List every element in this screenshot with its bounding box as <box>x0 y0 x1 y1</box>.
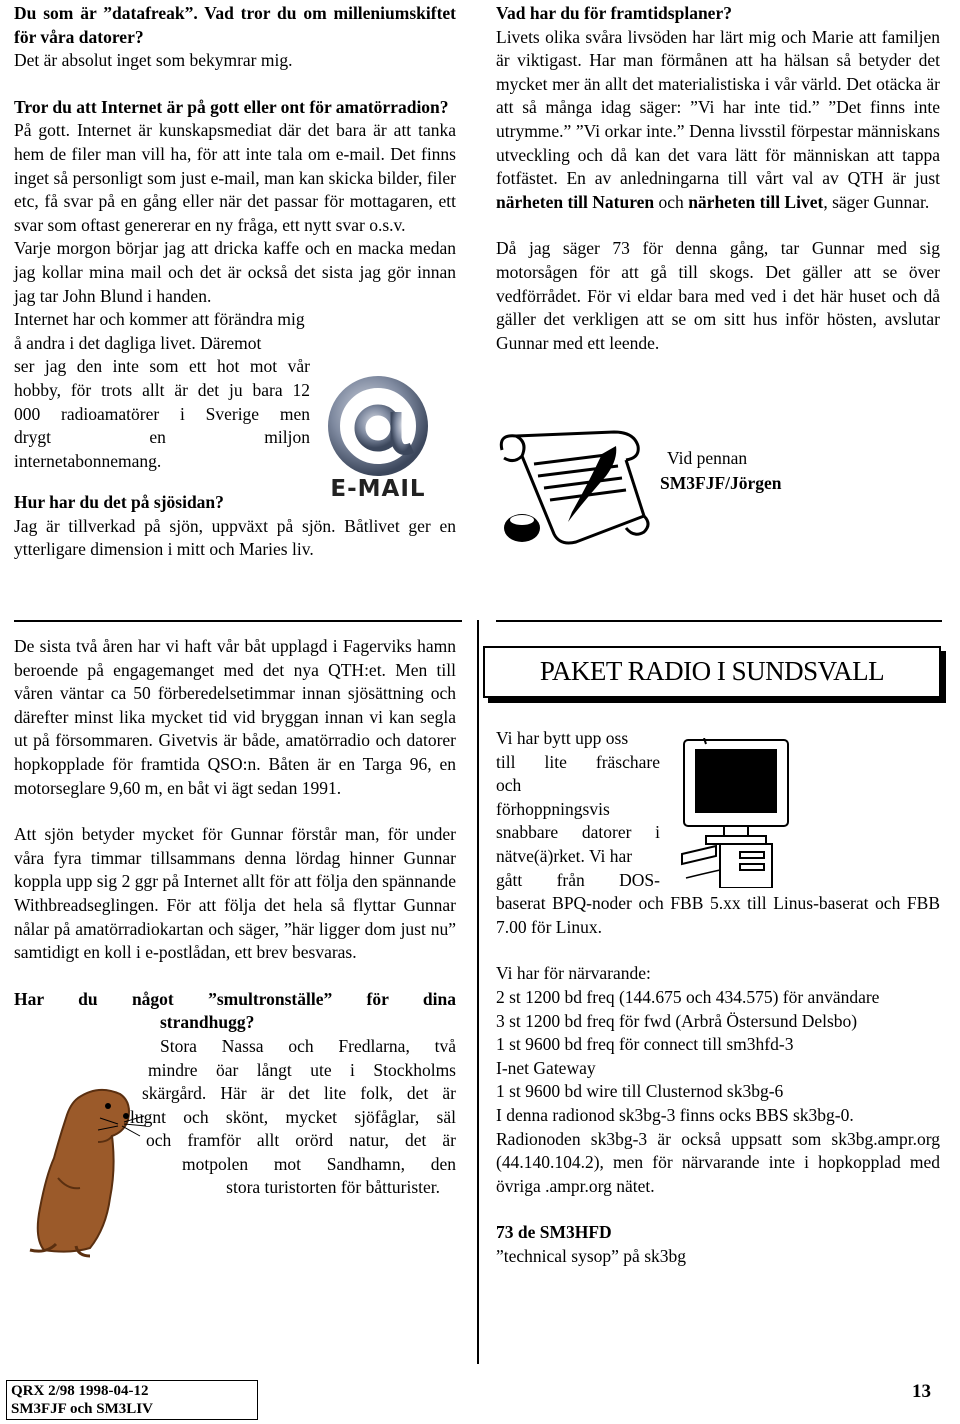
answer-sea: Jag är tillverkad på sjön, uppväxt på sjön. Båtlivet ger en ytterligare dimension i mitt och Maries liv. <box>14 515 456 560</box>
answer-internet: På gott. Internet är kunskapsmediat där det bara är att tanka hem de filer man vill ha, för att inte tala om e-mail. Det finns inget så personligt som just e-mail, man kan skicka bilder, filer etc, få svar på en gång eller när det passar för mottagaren, ett svar som oftast genererar en ny fråga, ett nytt svar o.s.v. <box>14 120 456 235</box>
paket-signature: 73 de SM3HFD <box>496 1222 612 1243</box>
answer-closing: Då jag säger 73 för denna gång, tar Gunnar med sig motorsågen för att gå till skogs. Det gäller att se över vedförrådet. För vi eldar bara med ved i det här huset och då gäller det verkligen att se om sitt hus inför hösten, avslutar Gunnar med ett leende. <box>496 238 940 353</box>
paket-item: I denna radionod sk3bg-3 finns ocks BBS sk3bg-0. <box>496 1104 854 1125</box>
signature-line2: SM3FJF/Jörgen <box>660 473 782 493</box>
paket-intro-rest: baserat BPQ-noder och FBB 5.xx till Linus-baserat och FBB 7.00 för Linux. <box>496 893 940 937</box>
scroll-quill-icon <box>494 424 656 552</box>
computer-icon <box>676 738 806 888</box>
footer-authors: SM3FJF och SM3LIV <box>11 1401 153 1417</box>
answer-favourite: Stora Nassa och Fredlarna, två mindre öar långt ute i Stockholms skärgård. Här är det lite folk, det är lugnt och skönt, mycket sjöfåglar, säl och framför allt orörd natur, det är motpolen mot Sandhamn, den stora turistorten för båtturister. <box>130 1035 456 1198</box>
seal-illustration-icon <box>20 1078 150 1258</box>
column-divider <box>477 620 479 1364</box>
paket-item: I-net Gateway <box>496 1057 596 1078</box>
answer-millenium: Det är absolut inget som bekymrar mig. <box>14 50 293 71</box>
answer-change-wrap: å andra i det dagliga livet. Däremot ser jag den inte som ett hot mot vår hobby, för trots allt är det ju bara 12 000 radioamatörer i Sverige men drygt en miljon internetabonnemang. <box>14 332 310 471</box>
footer-issue: QRX 2/98 1998-04-12 <box>11 1383 149 1399</box>
paket-item: Radionoden sk3bg-3 är också uppsatt som sk3bg.ampr.org (44.140.104.2), men för närvarande inte i hopkopplad med övriga .ampr.org nätet. <box>496 1128 940 1196</box>
question-sea: Hur har du det på sjösidan? <box>14 492 224 513</box>
page-number: 13 <box>912 1381 931 1402</box>
question-future: Vad har du för framtidsplaner? <box>496 3 732 23</box>
paket-item: 2 st 1200 bd freq (144.675 och 434.575) för användare <box>496 986 880 1007</box>
question-millenium: Du som är ”datafreak”. Vad tror du om milleniumskiftet för våra datorer? <box>14 3 456 47</box>
internet-paragraph: Att sjön betyder mycket för Gunnar förstår man, för under våra fyra timmar tillsammans denna lördag hinner Gunnar koppla upp sig 2 ggr på Internet allt för att följa den spännande Withbreadseglingen. För att följa det hela så flyttar Gunnar nålar på amatörradiokartan och säger, ”här ligger dom just nu” samtidigt en koll i e-postlådan, ett brev besvaras. <box>14 824 456 963</box>
question-favourite-line1: Har du något ”smultronställe” för dina <box>14 988 456 1009</box>
answer-future: Livets olika svåra livsöden har lärt mig och Marie att familjen är viktigast. Har man förmånen att ha hälsan så betyder det mycket mer än allt det materialistiska i vår värld. Det otäcka är att så många idag säger: ”Vi har inte tid.” ”Det finns inte utrymme.” ”Vi orkar inte.” Denna livsstil förpestar människans utveckling och då kan det vara lätt för människan att tappa fotfästet. En av anledningarna till vårt val av QTH är just närheten till Naturen och närheten till Livet, säger Gunnar. <box>496 26 940 212</box>
paket-item: 3 st 1200 bd freq för fwd (Arbrå Östersund Delsbo) <box>496 1010 858 1031</box>
email-logo-text: E-MAIL <box>330 476 426 500</box>
left-divider <box>14 620 462 622</box>
footer-box <box>6 1380 258 1420</box>
right-divider <box>496 620 942 622</box>
answer-morning: Varje morgon börjar jag att dricka kaffe och en macka medan jag kollar mina mail och det är också det sista jag gör innan jag tar John Blund i handen. <box>14 238 456 306</box>
question-favourite-line2: strandhugg? <box>160 1012 255 1033</box>
paket-radio-title: PAKET RADIO I SUNDSVALL <box>483 646 941 698</box>
email-logo-icon <box>318 374 440 500</box>
paket-item: 1 st 9600 bd wire till Clusternod sk3bg-6 <box>496 1081 784 1102</box>
answer-change-line1: Internet har och kommer att förändra mig <box>14 309 305 330</box>
paket-item: 1 st 9600 bd freq för connect till sm3hfd-3 <box>496 1034 794 1055</box>
paket-signature-role: ”technical sysop” på sk3bg <box>496 1245 687 1266</box>
paket-intro-wrap: Vi har bytt upp oss till lite fräschare och förhoppningsvis snabbare datorer i nätve(ä)rket. Vi har gått från DOS- <box>496 728 660 890</box>
signature-line1: Vid pennan <box>667 448 748 468</box>
question-internet: Tror du att Internet är på gott eller ont för amatörradion? <box>14 96 449 117</box>
boat-paragraph: De sista två åren har vi haft vår båt upplagd i Fagerviks hamn beroende på engagemanget med det nya QTH:et. Men till våren väntar ca 50 förberedelsetimmar innan sjösättning och därefter minst lika mycket tid vid bryggan innan vi kan segla ut på försommaren. Givetvis är både, amatörradio och datorer hopkopplade för framtida QSO:n. Båten är en Targa 96, en motorseglare 9,60 m, en båt vi ägt sedan 1991. <box>14 636 456 798</box>
paket-radio-title-box <box>483 646 941 698</box>
paket-list-title: Vi har för närvarande: <box>496 963 651 984</box>
